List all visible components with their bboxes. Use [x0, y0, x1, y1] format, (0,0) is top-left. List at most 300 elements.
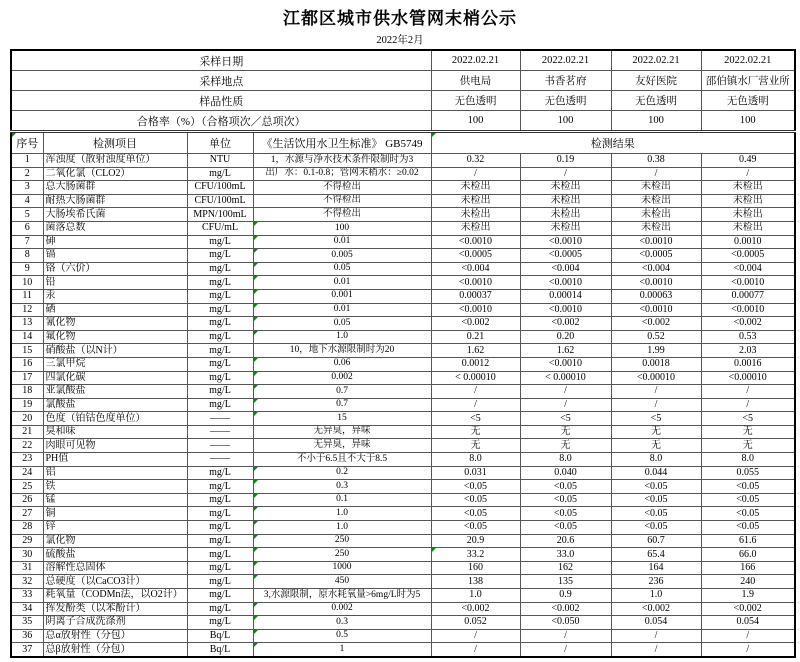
info-row [11, 91, 795, 111]
row-result: <0.05 [701, 480, 795, 494]
row-no: 4 [11, 194, 43, 208]
row-result: 61.6 [701, 534, 795, 548]
table-row [11, 398, 795, 412]
row-no: 13 [11, 317, 43, 331]
water-quality-table [10, 49, 796, 658]
row-no: 21 [11, 425, 43, 439]
row-item: 耐热大肠菌群 [43, 194, 187, 208]
row-result: / [431, 385, 520, 399]
row-result: 1.99 [611, 344, 701, 358]
row-result: <0.05 [611, 493, 701, 507]
row-result: <0.004 [431, 262, 520, 276]
page-title: 江都区城市供水管网末梢公示 [283, 9, 517, 28]
table-row [11, 262, 795, 276]
row-standard: 1 [253, 643, 431, 657]
row-no: 11 [11, 289, 43, 303]
row-result: / [520, 629, 611, 643]
row-unit: Bq/L [187, 643, 253, 657]
row-no: 29 [11, 534, 43, 548]
row-result: 8.0 [520, 453, 611, 467]
col-header-item: 检测项目 [43, 132, 187, 154]
row-standard: 1.0 [253, 507, 431, 521]
row-result: 0.052 [431, 616, 520, 630]
row-item: 硫酸盐 [43, 548, 187, 562]
row-result: 0.53 [701, 330, 795, 344]
row-result: <0.05 [611, 480, 701, 494]
row-no: 25 [11, 480, 43, 494]
row-item: 四氯化碳 [43, 371, 187, 385]
row-no: 17 [11, 371, 43, 385]
row-standard: 0.01 [253, 276, 431, 290]
row-unit: —— [187, 439, 253, 453]
row-no: 23 [11, 453, 43, 467]
row-result: <0.05 [520, 480, 611, 494]
info-row-value: 100 [520, 111, 611, 132]
row-item: 二氧化氯（CLO2） [43, 167, 187, 181]
row-unit: —— [187, 412, 253, 426]
row-no: 14 [11, 330, 43, 344]
row-result: / [431, 167, 520, 181]
row-result: <0.0010 [701, 276, 795, 290]
row-no: 10 [11, 276, 43, 290]
info-section [11, 50, 795, 132]
row-item: 总α放射性（分包） [43, 629, 187, 643]
row-result: <0.0005 [701, 249, 795, 263]
row-result: / [431, 398, 520, 412]
info-row-value: 100 [611, 111, 701, 132]
row-item: 挥发酚类（以苯酚计） [43, 602, 187, 616]
row-no: 2 [11, 167, 43, 181]
row-result: <0.002 [520, 317, 611, 331]
row-result: 0.52 [611, 330, 701, 344]
row-standard: 0.05 [253, 262, 431, 276]
row-unit: mg/L [187, 330, 253, 344]
row-result: 8.0 [431, 453, 520, 467]
row-result: 0.00037 [431, 289, 520, 303]
row-result: 未检出 [431, 208, 520, 222]
row-unit: mg/L [187, 534, 253, 548]
row-result: / [611, 385, 701, 399]
row-result: 20.9 [431, 534, 520, 548]
row-no: 35 [11, 616, 43, 630]
row-result: 未检出 [701, 181, 795, 195]
row-standard: 250 [253, 534, 431, 548]
table-row [11, 589, 795, 603]
row-standard: 3,水源限制，原水耗氧量>6mg/L时为5 [253, 589, 431, 603]
row-result: 0.0010 [701, 235, 795, 249]
row-unit: mg/L [187, 602, 253, 616]
row-result: <0.002 [520, 602, 611, 616]
row-unit: CFU/mL [187, 221, 253, 235]
row-result: / [520, 167, 611, 181]
info-row-label: 样品性质 [11, 91, 431, 111]
table-row [11, 439, 795, 453]
row-item: 耗氧量（CODMn法，以O2计） [43, 589, 187, 603]
row-standard: 0.5 [253, 629, 431, 643]
row-result: <0.05 [701, 521, 795, 535]
row-result: / [611, 629, 701, 643]
row-no: 18 [11, 385, 43, 399]
row-unit: mg/L [187, 548, 253, 562]
row-no: 24 [11, 466, 43, 480]
row-unit: mg/L [187, 276, 253, 290]
row-unit: mg/L [187, 493, 253, 507]
table-row [11, 480, 795, 494]
row-result: 无 [431, 439, 520, 453]
row-result: 1.62 [431, 344, 520, 358]
row-result: 未检出 [611, 194, 701, 208]
table-row [11, 167, 795, 181]
row-unit: mg/L [187, 371, 253, 385]
row-result: 0.32 [431, 154, 520, 168]
row-result: 无 [520, 425, 611, 439]
row-result: 0.00077 [701, 289, 795, 303]
info-row-value: 2022.02.21 [611, 50, 701, 71]
row-standard: 15 [253, 412, 431, 426]
row-result: 未检出 [520, 208, 611, 222]
row-result: 未检出 [431, 181, 520, 195]
row-item: 氰化物 [43, 317, 187, 331]
table-row [11, 493, 795, 507]
row-unit: mg/L [187, 398, 253, 412]
row-item: 铝 [43, 466, 187, 480]
row-item: 总β放射性（分包） [43, 643, 187, 657]
row-result: 8.0 [611, 453, 701, 467]
row-no: 19 [11, 398, 43, 412]
row-unit: mg/L [187, 385, 253, 399]
row-item: 溶解性总固体 [43, 561, 187, 575]
row-unit: mg/L [187, 575, 253, 589]
row-standard: 无异臭，异味 [253, 439, 431, 453]
row-result: 20.6 [520, 534, 611, 548]
row-standard: 0.7 [253, 385, 431, 399]
row-result: <0.05 [611, 507, 701, 521]
row-item: 总大肠菌群 [43, 181, 187, 195]
info-row-value: 100 [701, 111, 795, 132]
row-no: 31 [11, 561, 43, 575]
row-standard: 0.05 [253, 317, 431, 331]
info-row-value: 友好医院 [611, 71, 701, 91]
row-item: 铬（六价） [43, 262, 187, 276]
row-result: / [431, 643, 520, 657]
row-result: <0.002 [431, 602, 520, 616]
row-no: 12 [11, 303, 43, 317]
table-row [11, 194, 795, 208]
row-unit: mg/L [187, 561, 253, 575]
row-no: 30 [11, 548, 43, 562]
row-result: < 0.00010 [431, 371, 520, 385]
row-unit: mg/L [187, 249, 253, 263]
row-item: 浑浊度（散射浊度单位） [43, 154, 187, 168]
row-item: 铅 [43, 276, 187, 290]
row-result: <0.00010 [611, 371, 701, 385]
info-row [11, 50, 795, 71]
row-standard: 1，水源与净水技术条件限制时为3 [253, 154, 431, 168]
row-no: 26 [11, 493, 43, 507]
row-result: <0.0010 [431, 303, 520, 317]
row-result: <0.050 [520, 616, 611, 630]
row-item: 臭和味 [43, 425, 187, 439]
info-row-value: 2022.02.21 [431, 50, 520, 71]
row-result: 0.20 [520, 330, 611, 344]
row-no: 5 [11, 208, 43, 222]
row-unit: mg/L [187, 167, 253, 181]
row-result: <0.0010 [520, 357, 611, 371]
row-result: 33.2 [431, 548, 520, 562]
data-section [11, 154, 795, 657]
row-standard: 0.7 [253, 398, 431, 412]
row-result: 0.00014 [520, 289, 611, 303]
row-item: 锰 [43, 493, 187, 507]
row-result: <0.0010 [431, 235, 520, 249]
info-row [11, 71, 795, 91]
table-row [11, 249, 795, 263]
row-result: 0.054 [701, 616, 795, 630]
row-no: 3 [11, 181, 43, 195]
row-result: / [701, 385, 795, 399]
row-no: 15 [11, 344, 43, 358]
row-no: 8 [11, 249, 43, 263]
row-item: 大肠埃希氏菌 [43, 208, 187, 222]
row-standard: 0.3 [253, 480, 431, 494]
row-unit: —— [187, 425, 253, 439]
row-result: <0.0005 [520, 249, 611, 263]
row-result: 未检出 [611, 208, 701, 222]
row-unit: mg/L [187, 262, 253, 276]
row-result: / [520, 643, 611, 657]
row-result: 未检出 [431, 194, 520, 208]
row-result: 未检出 [520, 181, 611, 195]
row-standard: 0.002 [253, 371, 431, 385]
row-standard: 0.01 [253, 303, 431, 317]
row-result: / [611, 167, 701, 181]
row-result: 160 [431, 561, 520, 575]
table-row [11, 221, 795, 235]
notice-page [0, 4, 800, 658]
row-result: 0.19 [520, 154, 611, 168]
table-row [11, 412, 795, 426]
row-result: 未检出 [701, 221, 795, 235]
table-row [11, 643, 795, 657]
row-standard: 不得检出 [253, 181, 431, 195]
row-no: 33 [11, 589, 43, 603]
row-standard: 不得检出 [253, 208, 431, 222]
row-no: 20 [11, 412, 43, 426]
row-result: 1.62 [520, 344, 611, 358]
row-result: 未检出 [520, 221, 611, 235]
row-result: / [701, 167, 795, 181]
table-row [11, 616, 795, 630]
row-standard: 10，地下水源限制时为20 [253, 344, 431, 358]
row-result: 33.0 [520, 548, 611, 562]
info-row-value: 2022.02.21 [520, 50, 611, 71]
table-row [11, 385, 795, 399]
row-result: 无 [701, 425, 795, 439]
row-result: 138 [431, 575, 520, 589]
row-item: PH值 [43, 453, 187, 467]
row-result: 0.0016 [701, 357, 795, 371]
info-row-value: 邵伯镇水厂营业所 [701, 71, 795, 91]
row-item: 硝酸盐（以N计） [43, 344, 187, 358]
info-row-value: 无色透明 [520, 91, 611, 111]
row-standard: 0.01 [253, 235, 431, 249]
row-result: <0.05 [701, 507, 795, 521]
info-row [11, 111, 795, 132]
table-row [11, 534, 795, 548]
col-header-unit: 单位 [187, 132, 253, 154]
row-item: 铁 [43, 480, 187, 494]
table-row [11, 521, 795, 535]
row-result: <5 [701, 412, 795, 426]
row-standard: 450 [253, 575, 431, 589]
row-result: <0.0010 [701, 303, 795, 317]
row-result: <0.0010 [520, 303, 611, 317]
row-result: 0.044 [611, 466, 701, 480]
table-row [11, 371, 795, 385]
row-result: 未检出 [431, 221, 520, 235]
row-unit: CFU/100mL [187, 194, 253, 208]
row-no: 37 [11, 643, 43, 657]
row-result: 1.0 [431, 589, 520, 603]
row-result: 未检出 [701, 208, 795, 222]
table-row [11, 548, 795, 562]
row-standard: 0.005 [253, 249, 431, 263]
row-result: <0.05 [520, 507, 611, 521]
row-result: <0.05 [611, 521, 701, 535]
column-header-row [11, 132, 795, 154]
row-item: 氟化物 [43, 330, 187, 344]
info-row-value: 书香茗府 [520, 71, 611, 91]
row-result: <0.0005 [611, 249, 701, 263]
row-item: 镉 [43, 249, 187, 263]
row-result: <0.002 [611, 317, 701, 331]
table-row [11, 317, 795, 331]
row-result: 0.21 [431, 330, 520, 344]
row-standard: 不小于6.5且不大于8.5 [253, 453, 431, 467]
row-result: / [701, 643, 795, 657]
row-result: 未检出 [611, 221, 701, 235]
row-unit: NTU [187, 154, 253, 168]
row-result: 0.00063 [611, 289, 701, 303]
table-row [11, 208, 795, 222]
row-no: 27 [11, 507, 43, 521]
row-result: <0.0010 [611, 303, 701, 317]
row-result: 236 [611, 575, 701, 589]
row-no: 6 [11, 221, 43, 235]
row-result: <0.05 [431, 493, 520, 507]
table-row [11, 276, 795, 290]
row-item: 氯酸盐 [43, 398, 187, 412]
row-standard: 0.2 [253, 466, 431, 480]
row-unit: mg/L [187, 616, 253, 630]
row-result: <0.05 [431, 521, 520, 535]
row-unit: —— [187, 453, 253, 467]
info-row-label: 采样地点 [11, 71, 431, 91]
info-row-value: 无色透明 [611, 91, 701, 111]
row-result: 2.03 [701, 344, 795, 358]
row-result: 未检出 [701, 194, 795, 208]
row-result: 未检出 [611, 181, 701, 195]
row-item: 锌 [43, 521, 187, 535]
table-row [11, 181, 795, 195]
row-standard: 不得检出 [253, 194, 431, 208]
row-result: <0.05 [520, 493, 611, 507]
row-unit: mg/L [187, 521, 253, 535]
row-standard: 0.3 [253, 616, 431, 630]
row-result: / [701, 629, 795, 643]
table-row [11, 629, 795, 643]
info-row-value: 100 [431, 111, 520, 132]
row-result: <5 [611, 412, 701, 426]
row-result: <5 [431, 412, 520, 426]
row-result: 无 [431, 425, 520, 439]
row-result: 0.9 [520, 589, 611, 603]
row-result: < 0.00010 [520, 371, 611, 385]
row-result: <5 [520, 412, 611, 426]
row-result: / [611, 643, 701, 657]
row-result: <0.0010 [520, 276, 611, 290]
row-item: 菌落总数 [43, 221, 187, 235]
row-result: <0.002 [431, 317, 520, 331]
row-unit: MPN/100mL [187, 208, 253, 222]
row-result: 0.040 [520, 466, 611, 480]
table-row [11, 289, 795, 303]
row-result: <0.002 [611, 602, 701, 616]
row-item: 阴离子合成洗涤剂 [43, 616, 187, 630]
row-result: <0.05 [431, 480, 520, 494]
row-result: 未检出 [520, 194, 611, 208]
row-result: 0.054 [611, 616, 701, 630]
row-unit: mg/L [187, 480, 253, 494]
row-result: / [431, 629, 520, 643]
row-no: 28 [11, 521, 43, 535]
row-result: <0.0005 [431, 249, 520, 263]
row-result: 162 [520, 561, 611, 575]
table-row [11, 357, 795, 371]
col-header-standard: 《生活饮用水卫生标准》 GB5749 [253, 132, 431, 154]
row-result: 164 [611, 561, 701, 575]
row-standard: 0.06 [253, 357, 431, 371]
row-unit: mg/L [187, 235, 253, 249]
row-result: 240 [701, 575, 795, 589]
row-result: 1.9 [701, 589, 795, 603]
row-result: 8.0 [701, 453, 795, 467]
row-result: <0.0010 [611, 276, 701, 290]
table-row [11, 303, 795, 317]
row-item: 总硬度（以CaCO3计） [43, 575, 187, 589]
row-result: <0.05 [520, 521, 611, 535]
row-unit: mg/L [187, 589, 253, 603]
row-result: / [520, 385, 611, 399]
table-row [11, 453, 795, 467]
row-result: 无 [520, 439, 611, 453]
row-result: 1.0 [611, 589, 701, 603]
row-unit: Bq/L [187, 629, 253, 643]
row-result: 65.4 [611, 548, 701, 562]
table-row [11, 507, 795, 521]
row-item: 硒 [43, 303, 187, 317]
table-row [11, 425, 795, 439]
row-unit: mg/L [187, 289, 253, 303]
row-standard: 0.1 [253, 493, 431, 507]
row-no: 9 [11, 262, 43, 276]
row-result: <0.004 [611, 262, 701, 276]
column-header-section [11, 132, 795, 154]
row-result: 135 [520, 575, 611, 589]
row-item: 铜 [43, 507, 187, 521]
row-result: <0.004 [701, 262, 795, 276]
row-result: <0.004 [520, 262, 611, 276]
